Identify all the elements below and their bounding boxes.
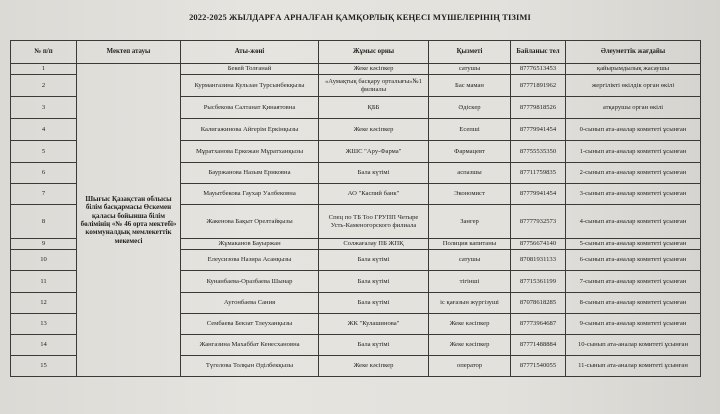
row-number: 7 <box>11 184 77 205</box>
table-row <box>11 64 701 75</box>
row-number: 9 <box>11 239 77 250</box>
member-position: сатушы <box>429 250 511 271</box>
member-phone: 87711759835 <box>511 163 566 184</box>
member-position: Есепші <box>429 119 511 141</box>
member-phone: 87078618285 <box>511 293 566 314</box>
member-social-status: 11-сынып ата-аналар комитеті ұсынған <box>566 356 701 377</box>
member-name: Жакенова Бақыт Орелтайқызы <box>181 205 319 239</box>
member-social-status: 7-сынып ата-аналар комитеті ұсынған <box>566 271 701 293</box>
row-number: 6 <box>11 163 77 184</box>
member-social-status: 6-сынып ата-аналар комитеті ұсынған <box>566 250 701 271</box>
member-phone: 87779941454 <box>511 119 566 141</box>
member-workplace: АО "Каспий банк" <box>319 184 429 205</box>
member-social-status: 5-сынып ата-аналар комитеті ұсынған <box>566 239 701 250</box>
member-workplace: Спец по ТБ Тоо ГРУПП Четыре Усть-Каменогорского филиала <box>319 205 429 239</box>
header-social: Әлеуметтік жағдайы <box>566 41 701 64</box>
member-name: Елеусизова Назира Асанқызы <box>181 250 319 271</box>
member-phone: 87771488884 <box>511 335 566 356</box>
member-name: Аугонбаева Сания <box>181 293 319 314</box>
member-position: Фармацевт <box>429 141 511 163</box>
row-number: 14 <box>11 335 77 356</box>
member-phone: 87779818526 <box>511 97 566 119</box>
member-position: Әдіскер <box>429 97 511 119</box>
row-number: 5 <box>11 141 77 163</box>
member-social-status: 3-сынып ата-аналар комитеті ұсынған <box>566 184 701 205</box>
member-phone: 87715361199 <box>511 271 566 293</box>
member-name: Бауржанова Назым Ериковна <box>181 163 319 184</box>
member-phone: 87755535350 <box>511 141 566 163</box>
member-workplace: Бала күтімі <box>319 271 429 293</box>
member-workplace: ҚББ <box>319 97 429 119</box>
member-workplace: Солжағалау ПБ ЖПҚ <box>319 239 429 250</box>
table-header-row <box>11 41 701 64</box>
header-school: Мектеп атауы <box>77 41 181 64</box>
member-name: Кунанбаева-Оразбаева Шынар <box>181 271 319 293</box>
member-name: Жангазина Махаббат Кенесхановна <box>181 335 319 356</box>
member-social-status: 1-сынып ата-аналар комитеті ұсынған <box>566 141 701 163</box>
member-workplace: Бала күтімі <box>319 335 429 356</box>
school-name-cell: Шығыс Қазақстан облысы білім басқармасы Өскемен қаласы бойынша білім бөлімінің «№ 46 орта мектебі» коммуналдық мемлекеттік мекемесі <box>77 64 181 377</box>
row-number: 8 <box>11 205 77 239</box>
document-title: 2022-2025 ЖЫЛДАРҒА АРНАЛҒАН ҚАМҚОРЛЫҚ КЕҢЕСІ МҮШЕЛЕРІНІҢ ТІЗІМІ <box>189 12 531 22</box>
row-number: 1 <box>11 64 77 75</box>
member-workplace: ЖК "Кулашинова" <box>319 314 429 335</box>
row-number: 15 <box>11 356 77 377</box>
member-workplace: Жеке кәсіпкер <box>319 356 429 377</box>
member-social-status: 8-сынып ата-аналар комитеті ұсынған <box>566 293 701 314</box>
member-social-status: атқарушы орган өкілі <box>566 97 701 119</box>
member-workplace: Бала күтімі <box>319 163 429 184</box>
member-name: Рысбекова Салтанат Қинаятовна <box>181 97 319 119</box>
member-phone: 87756674140 <box>511 239 566 250</box>
member-position: оператор <box>429 356 511 377</box>
member-position: іс қағазын жүргізуші <box>429 293 511 314</box>
member-position: Зангер <box>429 205 511 239</box>
member-phone: 87773964687 <box>511 314 566 335</box>
member-position: Бас маман <box>429 75 511 97</box>
member-phone: 87771891962 <box>511 75 566 97</box>
row-number: 13 <box>11 314 77 335</box>
row-number: 3 <box>11 97 77 119</box>
member-social-status: 4-сынып ата-аналар комитеті ұсынған <box>566 205 701 239</box>
header-num: № п/п <box>11 41 77 64</box>
member-workplace: ЖШС "Ару-Фарма" <box>319 141 429 163</box>
member-phone: 87779941454 <box>511 184 566 205</box>
member-name: Курмангазина Кульзан Турсынбекқызы <box>181 75 319 97</box>
member-position: сатушы <box>429 64 511 75</box>
member-position: Жеке кәсіпкер <box>429 314 511 335</box>
member-position: аспазшы <box>429 163 511 184</box>
header-name: Аты-жөні <box>181 41 319 64</box>
member-name: Бекей Толғанай <box>181 64 319 75</box>
member-name: Сембаева Бекзат Тлеуханқызы <box>181 314 319 335</box>
row-number: 10 <box>11 250 77 271</box>
member-workplace: Бала күтімі <box>319 250 429 271</box>
header-position: Қызметі <box>429 41 511 64</box>
member-name: Түгелова Толқын Әділбекқызы <box>181 356 319 377</box>
member-position: Жеке кәсіпкер <box>429 335 511 356</box>
member-name: Мұратханова Еркежан Мұратханқызы <box>181 141 319 163</box>
member-phone: 87771540055 <box>511 356 566 377</box>
member-position: Полиция капитаны <box>429 239 511 250</box>
member-name: Жұмаканов Бауыржан <box>181 239 319 250</box>
row-number: 2 <box>11 75 77 97</box>
member-social-status: 2-сынып ата-аналар комитеті ұсынған <box>566 163 701 184</box>
member-name: Калигажинова Айгерім Еркінқызы <box>181 119 319 141</box>
member-workplace: «Аумақтық басқару орталығы»№1 филиалы <box>319 75 429 97</box>
member-workplace: Жеке кәсіпкер <box>319 119 429 141</box>
member-position: Экономист <box>429 184 511 205</box>
members-table <box>10 40 701 377</box>
member-workplace: Бала күтімі <box>319 293 429 314</box>
member-social-status: 9-сынып ата-аналар комитеті ұсынған <box>566 314 701 335</box>
member-name: Мауытбекова Гаухар Уалбековна <box>181 184 319 205</box>
row-number: 11 <box>11 271 77 293</box>
member-position: тігінші <box>429 271 511 293</box>
header-workplace: Жұмыс орны <box>319 41 429 64</box>
member-social-status: жергілікті өкілдік орган өкілі <box>566 75 701 97</box>
member-phone: 87777932573 <box>511 205 566 239</box>
member-social-status: 0-сынып ата-аналар комитеті ұсынған <box>566 119 701 141</box>
member-phone: 87081931133 <box>511 250 566 271</box>
member-phone: 87776513453 <box>511 64 566 75</box>
member-social-status: қайырымдылық жасаушы <box>566 64 701 75</box>
row-number: 12 <box>11 293 77 314</box>
member-social-status: 10-сынып ата-аналар комитеті ұсынған <box>566 335 701 356</box>
header-phone: Байланыс тел <box>511 41 566 64</box>
row-number: 4 <box>11 119 77 141</box>
member-workplace: Жеке кәсіпкер <box>319 64 429 75</box>
